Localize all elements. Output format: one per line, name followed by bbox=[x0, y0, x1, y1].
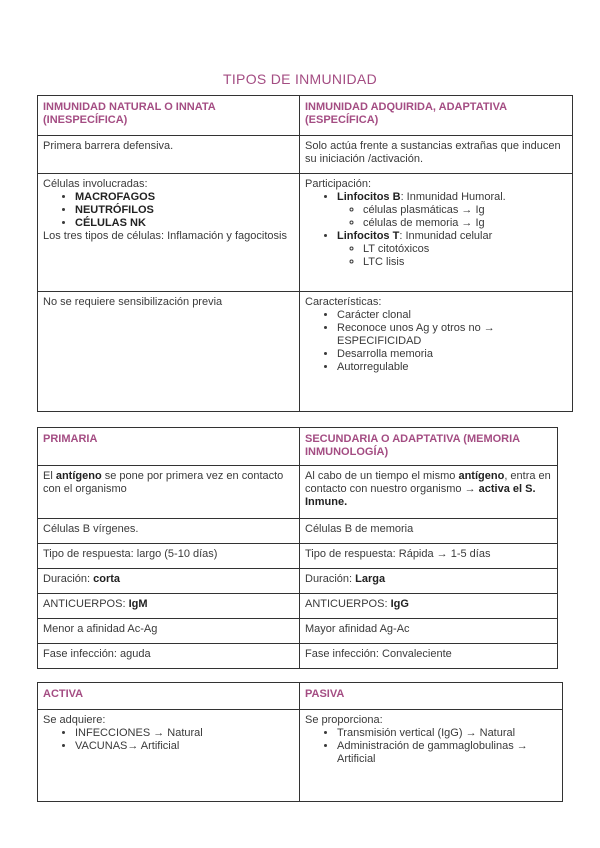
table-innate-vs-adaptive bbox=[37, 95, 573, 412]
cell: Células B vírgenes. bbox=[38, 519, 300, 544]
cell-note: Los tres tipos de células: Inflamación y fagocitosis bbox=[43, 230, 287, 242]
table-row bbox=[38, 292, 573, 412]
cell bbox=[300, 710, 563, 802]
cell: Duración: corta bbox=[38, 569, 300, 594]
list-item: ◦ LTC lisis bbox=[363, 256, 567, 269]
cell-list bbox=[43, 727, 294, 753]
cell bbox=[300, 174, 573, 292]
header-adaptive: INMUNIDAD ADQUIRIDA, ADAPTATIVA (ESPECÍFICA) bbox=[300, 96, 573, 136]
cell: Mayor afinidad Ag-Ac bbox=[300, 619, 558, 644]
list-item: • Transmisión vertical (IgG) → Natural bbox=[337, 727, 557, 740]
cell: Tipo de respuesta: Rápida → 1-5 días bbox=[300, 544, 558, 569]
list-item: • Linfocitos B: Inmunidad Humoral. ◦ células plasmáticas → Ig ◦ células de memoria → Ig bbox=[337, 191, 567, 230]
cell-intro: Características: bbox=[305, 296, 382, 308]
list-item: ◦ células plasmáticas → Ig bbox=[363, 204, 567, 217]
cell-list bbox=[305, 727, 557, 766]
table-row bbox=[38, 174, 573, 292]
cell bbox=[38, 710, 300, 802]
header-passive: PASIVA bbox=[300, 683, 563, 710]
cell: Duración: Larga bbox=[300, 569, 558, 594]
cell: Menor a afinidad Ac-Ag bbox=[38, 619, 300, 644]
list-item: • Linfocitos T: Inmunidad celular ◦ LT citotóxicos ◦ LTC lisis bbox=[337, 230, 567, 269]
table-header-row bbox=[38, 428, 558, 466]
list-item: • MACROFAGOS bbox=[75, 191, 294, 204]
cell: ANTICUERPOS: IgM bbox=[38, 594, 300, 619]
list-item: • Administración de gammaglobulinas → Artificial bbox=[337, 740, 557, 766]
table-row bbox=[38, 136, 573, 174]
list-item: • Reconoce unos Ag y otros no → ESPECIFICIDAD bbox=[337, 322, 567, 348]
list-item: • NEUTRÓFILOS bbox=[75, 204, 294, 217]
list-item: • Autorregulable bbox=[337, 361, 567, 374]
table-row bbox=[38, 569, 558, 594]
cell-intro: Se proporciona: bbox=[305, 714, 383, 726]
cell-intro: Se adquiere: bbox=[43, 714, 106, 726]
sub-list bbox=[337, 204, 567, 230]
cell: ANTICUERPOS: IgG bbox=[300, 594, 558, 619]
cell: Fase infección: aguda bbox=[38, 644, 300, 669]
table-header-row bbox=[38, 96, 573, 136]
cell bbox=[300, 292, 573, 412]
cell: Tipo de respuesta: largo (5-10 días) bbox=[38, 544, 300, 569]
list-item: • INFECCIONES → Natural bbox=[75, 727, 294, 740]
header-innate: INMUNIDAD NATURAL O INNATA (INESPECÍFICA) bbox=[38, 96, 300, 136]
cell: Fase infección: Convaleciente bbox=[300, 644, 558, 669]
list-item: ◦ LT citotóxicos bbox=[363, 243, 567, 256]
table-row bbox=[38, 710, 563, 802]
cell-list bbox=[305, 309, 567, 374]
sub-list bbox=[337, 243, 567, 269]
cell: El antígeno se pone por primera vez en contacto con el organismo bbox=[38, 466, 300, 519]
list-item: ◦ células de memoria → Ig bbox=[363, 217, 567, 230]
cell-list bbox=[43, 191, 294, 230]
cell: Primera barrera defensiva. bbox=[38, 136, 300, 174]
header-secondary: SECUNDARIA O ADAPTATIVA (MEMORIA INMUNOLOGÍA) bbox=[300, 428, 558, 466]
list-item: • Carácter clonal bbox=[337, 309, 567, 322]
table-row bbox=[38, 619, 558, 644]
list-item: • VACUNAS→ Artificial bbox=[75, 740, 294, 753]
header-active: ACTIVA bbox=[38, 683, 300, 710]
table-row bbox=[38, 644, 558, 669]
table-primary-vs-secondary bbox=[37, 427, 558, 669]
cell-intro: Participación: bbox=[305, 178, 372, 190]
cell-list bbox=[305, 191, 567, 269]
page-title: TIPOS DE INMUNIDAD bbox=[223, 71, 377, 87]
table-active-vs-passive bbox=[37, 682, 563, 802]
list-item: • Desarrolla memoria bbox=[337, 348, 567, 361]
table-row bbox=[38, 519, 558, 544]
table-row bbox=[38, 466, 558, 519]
header-primary: PRIMARIA bbox=[38, 428, 300, 466]
table-row bbox=[38, 594, 558, 619]
cell-intro: Células involucradas: bbox=[43, 178, 148, 190]
cell bbox=[38, 174, 300, 292]
table-row bbox=[38, 544, 558, 569]
cell: Solo actúa frente a sustancias extrañas que inducen su iniciación /activación. bbox=[300, 136, 573, 174]
cell: Células B de memoria bbox=[300, 519, 558, 544]
cell: No se requiere sensibilización previa bbox=[38, 292, 300, 412]
cell: Al cabo de un tiempo el mismo antígeno, entra en contacto con nuestro organismo → activa el S. Inmune. bbox=[300, 466, 558, 519]
list-item: • CÉLULAS NK bbox=[75, 217, 294, 230]
table-header-row bbox=[38, 683, 563, 710]
